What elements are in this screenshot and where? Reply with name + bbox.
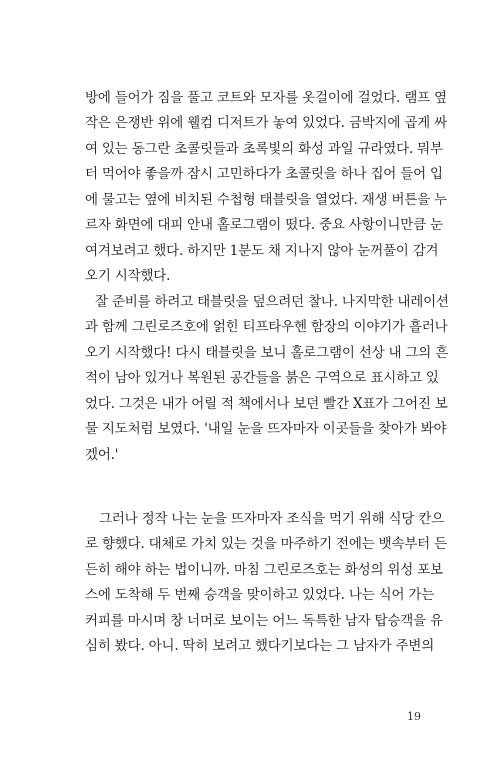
page-number: 19 — [407, 710, 421, 723]
text-line: 로 향했다. 대체로 가치 있는 것을 마주하기 전에는 뱃속부터 든 — [85, 536, 447, 552]
text-line: 터 먹어야 좋을까 잠시 고민하다가 초콜릿을 하나 집어 들어 입 — [85, 166, 443, 182]
text-line: 방에 들어가 짐을 풀고 코트와 모자를 옷걸이에 걸었다. 램프 옆 — [85, 90, 447, 106]
text-line: 르자 화면에 대피 안내 홀로그램이 떴다. 중요 사항이니만큼 눈 — [85, 217, 443, 233]
text-line: 심히 봤다. 아니. 딱히 보려고 했다기보다는 그 남자가 주변의 — [85, 638, 435, 654]
text-line: 적이 남아 있거나 복원된 공간들을 붉은 구역으로 표시하고 있 — [85, 370, 439, 386]
text-line: 여 있는 동그란 초콜릿들과 초록빛의 화성 과일 규라였다. 뭐부 — [85, 141, 443, 157]
text-line: 겠어.' — [85, 447, 119, 463]
text-line: 물 지도처럼 보였다. '내일 눈을 뜨자마자 이곳들을 찾아가 봐야 — [85, 421, 447, 437]
text-line: 오기 시작했다. — [85, 268, 171, 284]
text-line: 든히 해야 하는 법이니까. 마침 그린로즈호는 화성의 위성 포보 — [85, 562, 443, 578]
text-line: 작은 은쟁반 위에 웰컴 디저트가 놓여 있었다. 금박지에 곱게 싸 — [85, 115, 447, 131]
text-line: 그러나 정작 나는 눈을 뜨자마자 조식을 먹기 위해 식당 칸으 — [99, 511, 445, 527]
text-line: 스에 도착해 두 번째 승객을 맞이하고 있었다. 나는 식어 가는 — [85, 587, 435, 603]
text-line: 잘 준비를 하려고 태블릿을 덮으려던 찰나. 나지막한 내레이션 — [95, 294, 449, 310]
text-line: 었다. 그것은 내가 어릴 적 책에서나 보던 빨간 X표가 그어진 보 — [85, 396, 448, 412]
text-line: 에 물고는 옆에 비치된 수첩형 태블릿을 열었다. 재생 버튼을 누 — [85, 192, 447, 208]
text-line: 여겨보려고 했다. 하지만 1분도 채 지나지 않아 눈꺼풀이 감겨 — [85, 243, 439, 259]
text-line: 과 함께 그린로즈호에 얽힌 티프타우헨 함장의 이야기가 흘러나 — [85, 319, 448, 335]
text-line: 오기 시작했다! 다시 태블릿을 보니 홀로그램이 선상 내 그의 흔 — [85, 345, 449, 361]
text-line: 커피를 마시며 창 너머로 보이는 어느 독특한 남자 탑승객을 유 — [85, 613, 443, 629]
